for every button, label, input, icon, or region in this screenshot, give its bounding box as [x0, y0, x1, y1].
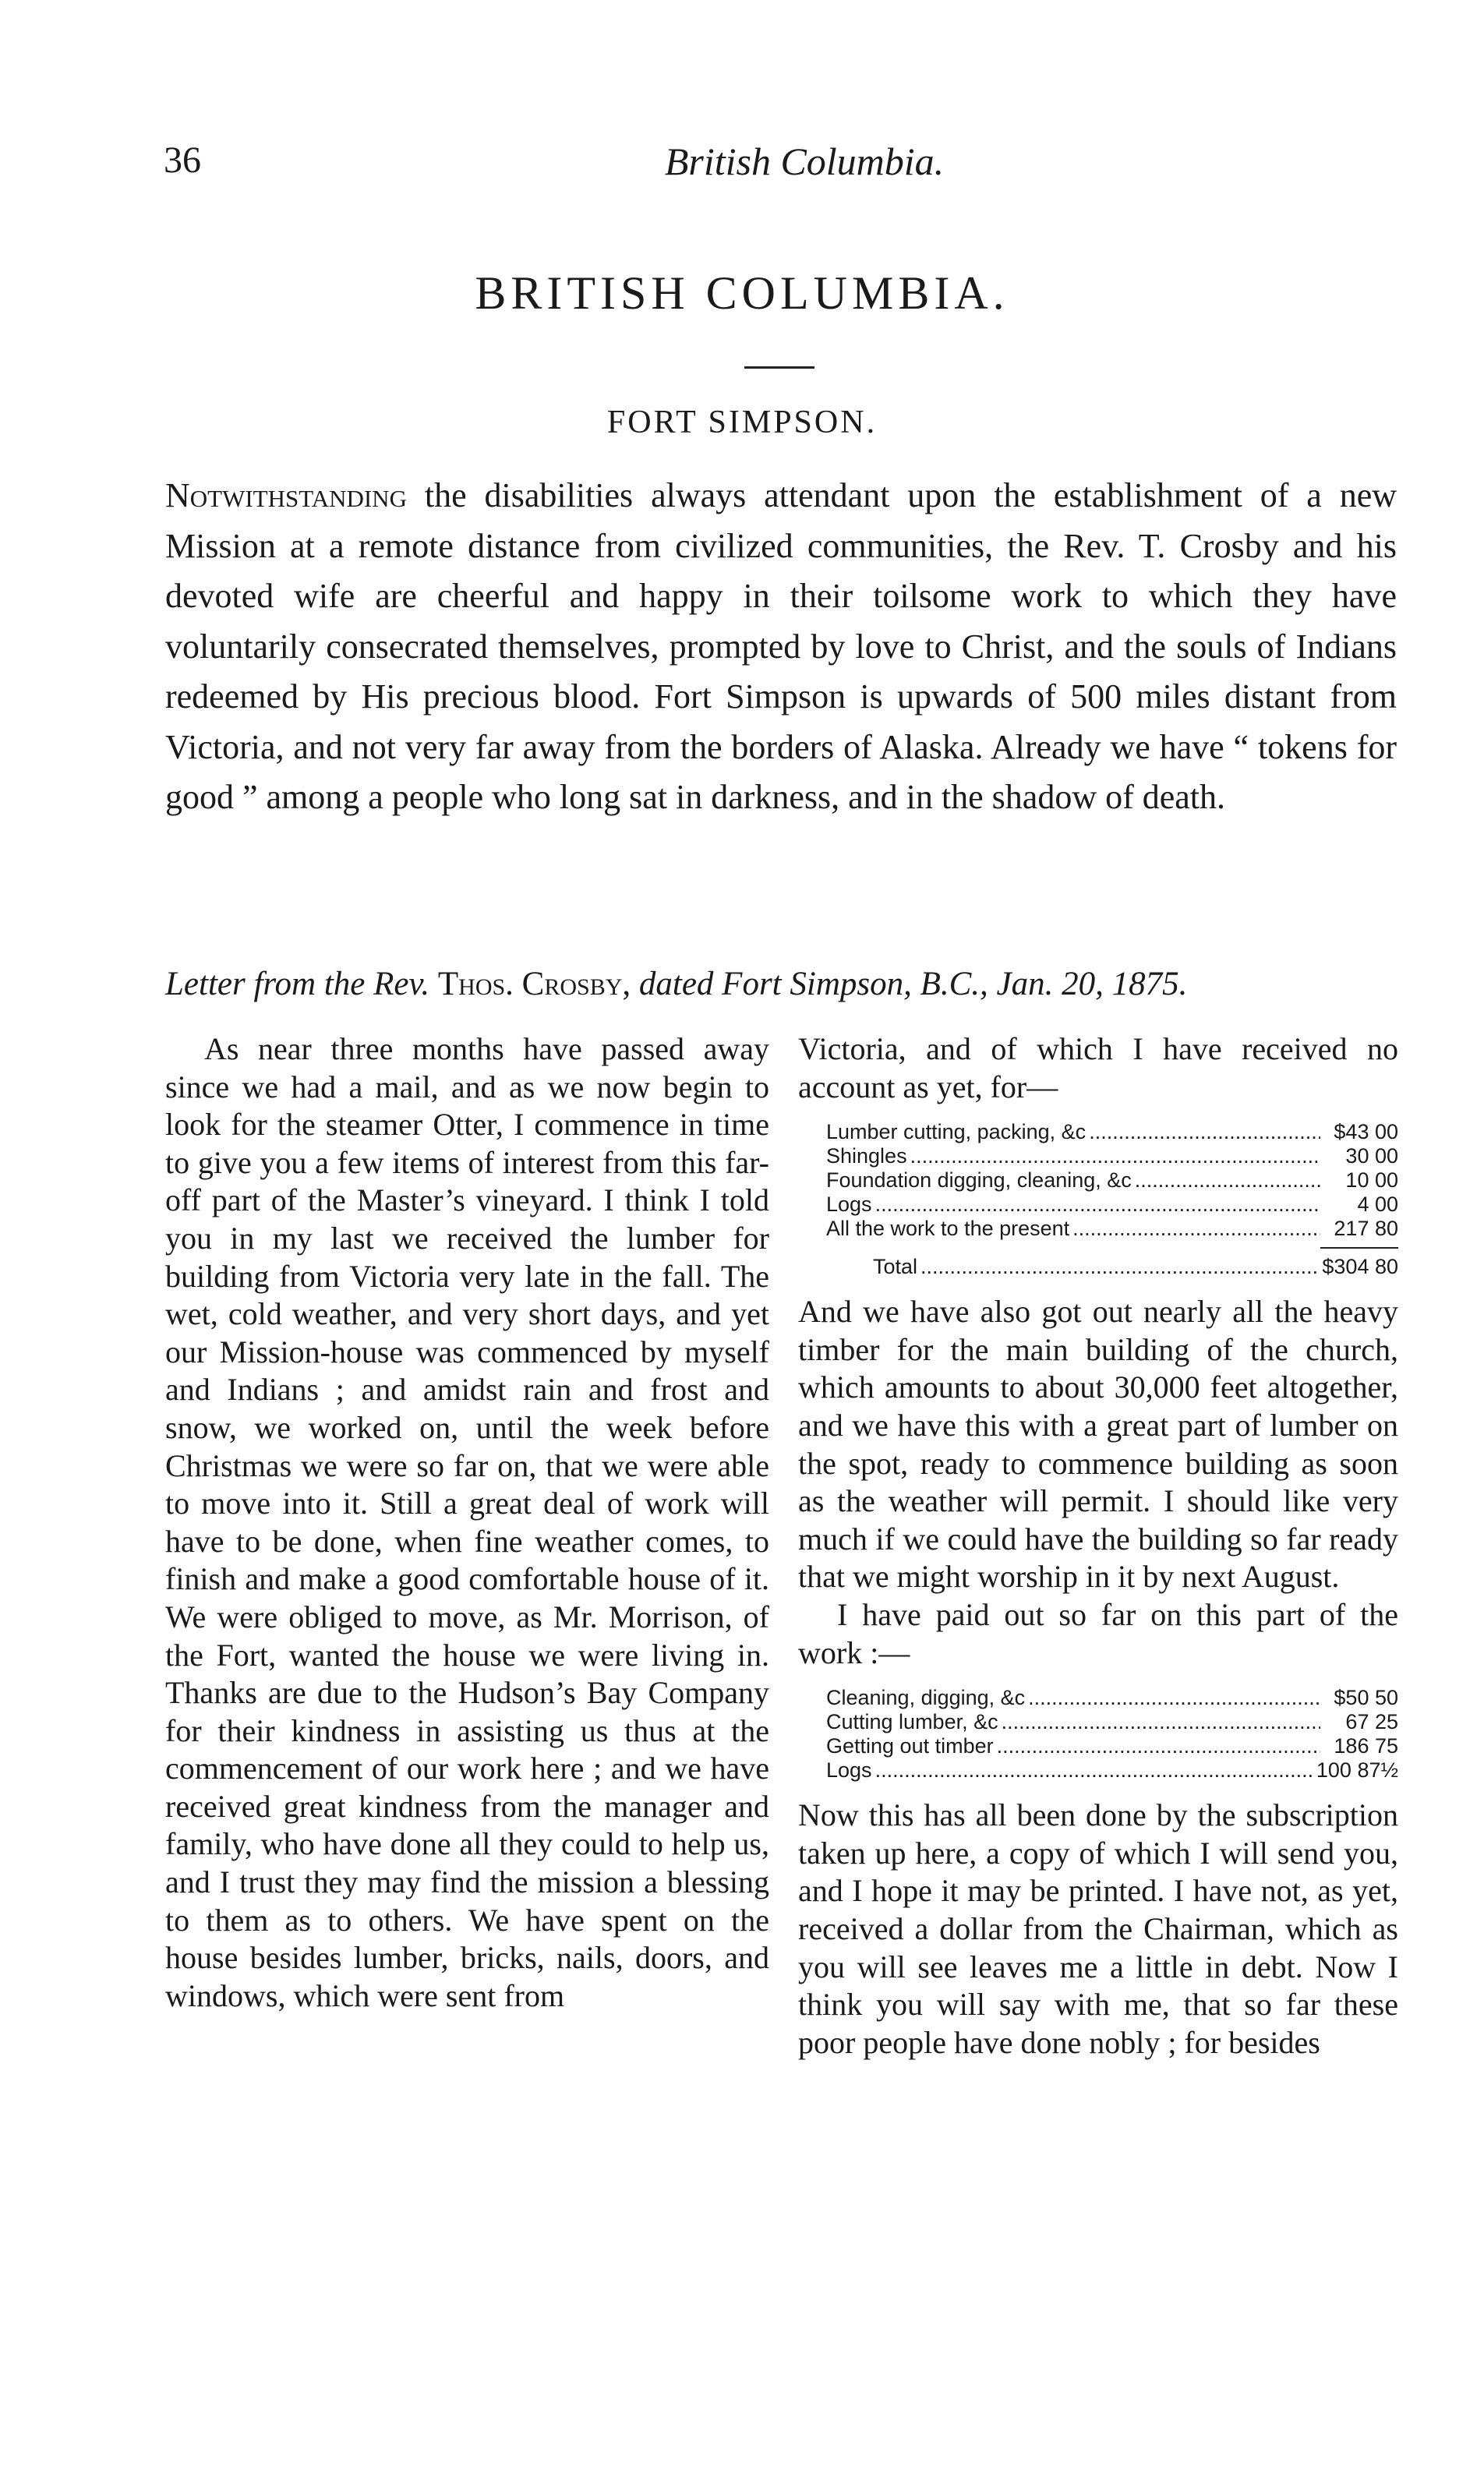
letter-heading-name: Thos. Crosby,	[437, 966, 631, 1002]
letter-heading-prefix: Letter from the Rev.	[165, 966, 438, 1002]
page-number: 36	[164, 140, 201, 181]
total-rule	[1320, 1247, 1398, 1249]
account-row: Lumber cutting, packing, &c ..... $43 00	[826, 1120, 1398, 1144]
account-row: Cleaning, digging, &c ..... $50 50	[826, 1686, 1398, 1710]
right-paragraph-1: Victoria, and of which I have received no account as yet, for—	[798, 1031, 1398, 1104]
right-paragraph-3: I have paid out so far on this part of the work :—	[798, 1596, 1398, 1670]
running-title: British Columbia.	[664, 140, 945, 183]
account-table-1	[826, 1120, 1398, 1279]
section-title: BRITISH COLUMBIA.	[475, 267, 1009, 319]
running-head	[164, 139, 1398, 193]
letter-heading-suffix: dated Fort Simpson, B.C., Jan. 20, 1875.	[631, 966, 1188, 1002]
account-row: Getting out timber ..... 186 75	[826, 1734, 1398, 1758]
account-row: Logs ..... 100 87½	[826, 1758, 1398, 1783]
account-row: Cutting lumber, &c ..... 67 25	[826, 1710, 1398, 1734]
title-rule	[744, 366, 814, 369]
right-paragraph-4: Now this has all been done by the subscription taken up here, a copy of which I will send you, and I hope it may be printed. I have not, as yet, received a dollar from the Chairman, which as you will see leaves me a little in debt. Now I think you will say with me, that so far these poor people have done nobly ; for besides	[798, 1797, 1398, 2060]
left-paragraph-1: As near three months have passed away since we had a mail, and as we now begin to look for the steamer Otter, I commence in time to give you a few items of interest from this far-off part of the Master’s vineyard. I think I told you in my last we received the lumber for building from Victoria very late in the fall. The wet, cold weather, and very short days, and yet our Mission-house was commenced by myself and Indians ; and amidst rain and frost and snow, we worked on, until the week before Christmas we were so far on, that we were able to move into it. Still a great deal of work will have to be done, when fine weather comes, to finish and make a good comfortable house of it. We were obliged to move, as Mr. Morrison, of the Fort, wanted the house we were living in. Thanks are due to the Hudson’s Bay Company for their kindness in assisting us thus at the commencement of our work here ; and we have received great kindness from the manager and family, who have done all they could to help us, and I trust they may find the mission a blessing to them as to others. We have spent on the house besides lumber, bricks, nails, doors, and windows, which were sent from	[165, 1031, 769, 2013]
intro-lead: Notwithstanding	[165, 476, 407, 514]
letter-heading	[165, 965, 1404, 1003]
account-row: Shingles ..... 30 00	[826, 1144, 1398, 1168]
intro-paragraph	[165, 471, 1397, 823]
account-row: Foundation digging, cleaning, &c ..... 10 00	[826, 1168, 1398, 1193]
right-column	[798, 1030, 1398, 2062]
account-table-2	[826, 1686, 1398, 1783]
left-column	[165, 1030, 769, 2015]
account-row: Logs ..... 4 00	[826, 1193, 1398, 1217]
right-paragraph-2: And we have also got out nearly all the heavy timber for the main building of the church, which amounts to about 30,000 feet altogether, and we have this with a great part of lumber on the spot, ready to commence building as soon as the weather will permit. I should like very much if we could have the building so far ready that we might worship in it by next August.	[798, 1294, 1398, 1595]
account-total-row: Total ..... $304 80	[873, 1255, 1398, 1279]
intro-text: the disabilities always attendant upon the establishment of a new Mission at a remote distance from civilized communities, the Rev. T. Crosby and his devoted wife are cheerful and happy in their toilsome work to which they have voluntarily consecrated themselves, prompted by love to Christ, and the souls of Indians redeemed by His precious blood. Fort Simpson is upwards of 500 miles distant from Victoria, and not very far away from the borders of Alaska. Already we have “ tokens for good ” among a people who long sat in darkness, and in the shadow of death.	[165, 476, 1397, 816]
account-row: All the work to the present ..... 217 80	[826, 1217, 1398, 1241]
section-subtitle: FORT SIMPSON.	[606, 405, 878, 440]
